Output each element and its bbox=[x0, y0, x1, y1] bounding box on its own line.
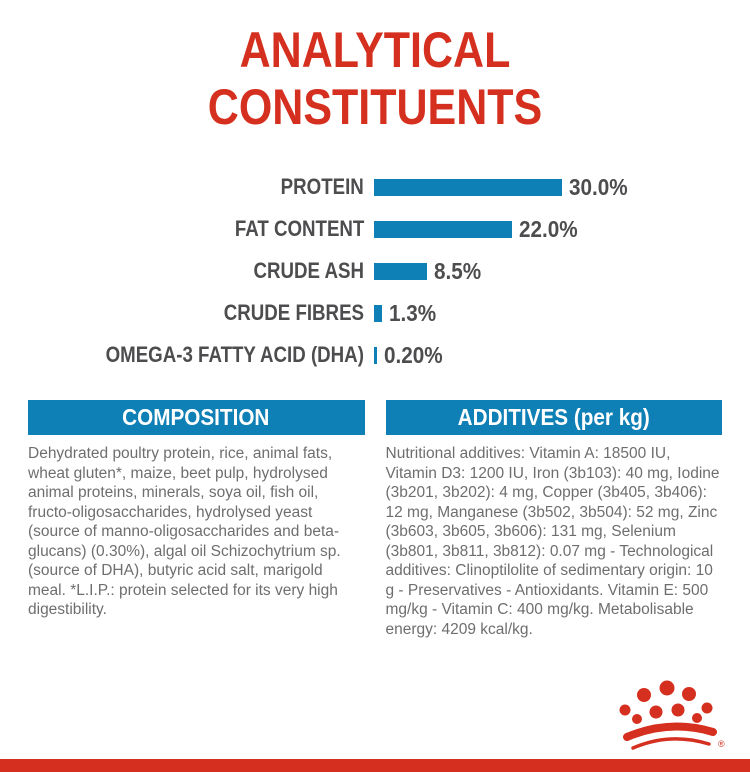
chart-category-label: CRUDE ASH bbox=[253, 258, 364, 283]
chart-row bbox=[28, 208, 750, 250]
chart-category-label: PROTEIN bbox=[280, 174, 364, 199]
additives-section bbox=[386, 400, 723, 639]
chart-row bbox=[28, 334, 750, 376]
chart-row bbox=[28, 292, 750, 334]
additives-header bbox=[386, 400, 723, 435]
chart-category-label: OMEGA-3 FATTY ACID (DHA) bbox=[105, 342, 364, 367]
chart-bar bbox=[374, 263, 427, 280]
composition-body-text: Dehydrated poultry protein, rice, animal fats, wheat gluten*, maize, beet pulp, hydrolysed animal proteins, minerals, soya oil, fish oil, fructo-oligosaccharides, hydrolysed yeast (source of manno-oligosaccharides and beta-glucans) (0.30%), algal oil Schizochytrium sp. (source of DHA), butyric acid salt, marigold meal. *L.I.P.: protein selected for its very high digestibility. bbox=[28, 445, 341, 618]
crown-icon bbox=[616, 674, 728, 752]
composition-section bbox=[28, 400, 365, 639]
bar-chart bbox=[0, 166, 750, 376]
chart-value-label: 22.0% bbox=[518, 215, 578, 242]
chart-bar bbox=[374, 221, 512, 238]
chart-value-label: 0.20% bbox=[384, 341, 443, 368]
chart-row bbox=[28, 250, 750, 292]
product-info-panel bbox=[0, 22, 750, 772]
chart-row bbox=[28, 166, 750, 208]
chart-value-label: 1.3% bbox=[389, 299, 437, 326]
chart-bar bbox=[374, 305, 382, 322]
composition-header bbox=[28, 400, 365, 435]
chart-category-label: FAT CONTENT bbox=[234, 216, 364, 241]
chart-value-label: 30.0% bbox=[569, 173, 628, 200]
royal-canin-crown-logo bbox=[616, 674, 728, 752]
footer-red-bar bbox=[0, 759, 750, 772]
text-columns bbox=[0, 400, 750, 639]
page-title bbox=[0, 22, 750, 136]
additives-body-text: Nutritional additives: Vitamin A: 18500 IU, Vitamin D3: 1200 IU, Iron (3b103): 40 mg, Iodine (3b201, 3b202): 4 mg, Copper (3b405, 3b406): 12 mg, Manganese (3b502, 3b504): 52 mg, Zinc (3b603, 3b605, 3b606): 131 mg, Selenium (3b801, 3b811, 3b812): 0.07 mg - Technological additives: Clinoptilolite of sedimentary origin: 10 g - Preservatives - Antioxidants. Vitamin E: 500 mg/kg - Vitamin C: 400 mg/kg. Metabolisable energy: 4209 kcal/kg. bbox=[385, 445, 720, 638]
chart-value-label: 8.5% bbox=[434, 257, 482, 284]
page-title-line1: ANALYTICAL bbox=[239, 22, 511, 78]
additives-header-label: ADDITIVES (per kg) bbox=[457, 404, 650, 430]
page-title-line2: CONSTITUENTS bbox=[207, 79, 543, 135]
chart-category-label: CRUDE FIBRES bbox=[223, 300, 364, 325]
chart-bar bbox=[374, 347, 377, 364]
chart-bar bbox=[374, 179, 562, 196]
registered-mark: ® bbox=[718, 739, 725, 749]
composition-header-label: COMPOSITION bbox=[122, 404, 270, 430]
